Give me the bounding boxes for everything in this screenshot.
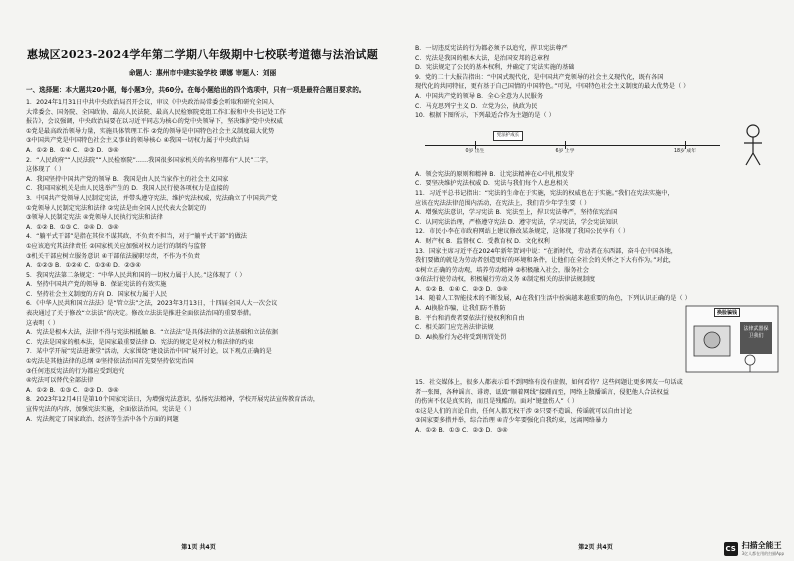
text-line: A．①② B．①③ C．②③ D．③④ [26,386,119,394]
text-line: 12．市民小李在市政府网站上建议修改某条规定，这体现了我国公民享有（ ） [415,228,630,236]
timeline-tick [685,141,686,149]
timeline-label: 18岁 成年 [673,148,697,154]
exam-title: 惠城区2023-2024学年第二学期八年级期中七校联考道德与法治试题 [27,48,378,61]
text-line: C．宪法是我国的根本大法，是治国安邦的总章程 [415,54,550,62]
question-14-block [415,304,780,374]
text-line: C．认同宪法治理，严格遵守宪法 D．遵守宪法，学习宪法，学会宪法知识 [415,218,618,226]
text-line: 3．中国共产党领导人民制定宪法，并带头遵守宪法、维护宪法权威，宪法确立了中国共产党 [26,194,278,202]
text-line: A．①② B．①③ C．②④ D．③④ [26,223,119,231]
text-line: A．①② B．①③ C．②③ D．③④ [415,427,508,435]
text-line: C．要坚决维护宪法权威 D．宪法与我们每个人息息相关 [415,180,569,188]
cartoon-board-text: 法律武器保卫我们 [743,326,769,340]
text-line: C．相关部门应完善法律法规 [415,324,494,332]
text-line: 我们要做的就是为劳动者创造更好的环境和条件，让他们在全社会的关怀之下大有作为。”对此， [415,257,675,265]
right-page [397,0,794,561]
text-line: A．AI换脸诈骗，让我们防不胜防 [415,305,506,313]
text-line: C．马克思列宁主义 D．立党为公，执政为民 [415,102,538,110]
text-line: ③任何违反宪法的行为都应受到追究 [26,367,125,375]
text-line: A．宪法规定了国家政治、经济等生活中各个方面的问题 [26,415,179,423]
text-line: 2．“人民政府”“人民法院”“人民检察院”……我国很多国家机关的名称里都有“人民”二字， [26,156,273,164]
text-line: ③机关干部应树立服务意识 ④干部依法履职尽责，不作为不负责 [26,252,200,260]
text-line: 这表明（ ） [26,319,59,327]
text-line: ①党是最高政治领导力量，实施具体管理工作 ②党的领导是中国特色社会主义制度最大优势 [26,127,275,135]
text-line: 4．“躺平式干部”是指在其位不谋其政、不负责不担当，对于“躺平式干部”的做法 [26,233,247,241]
text-line: A．①②③ B．①②④ C．①③④ D．②③④ [26,262,141,270]
text-line: C．宪法是国家的根本法，是国家最重要法律 D．宪法的规定是对权力和法律的约束 [26,338,254,346]
text-line: 1．2024年1月31日中共中央政治局召开会议，审议《中央政治局常委会听取和研究全国人 [26,99,275,106]
text-line: ③依法行使劳动权，积极履行劳动义务 ④制定相关的法律法规制度 [415,276,596,284]
text-line: 应该在宪法法律范围内活动，在宪法上，我们青少年学生要（ ） [415,199,591,207]
text-line: A．我国坚持中国共产党的领导 B．我国是由人民当家作主的社会主义国家 [26,175,229,183]
text-line: ①党领导人民制定宪法和法律 ②宪法是由全国人民代表大会制定的 [26,204,207,212]
text-line: 7．某中学开展“宪法进课堂”活动，大家围绕“建设法治中国”展开讨论，以下观点正确的是 [26,348,272,356]
text-line: 的伤害不仅是真实的，而且是残酷的。面对“键盘伤人”（ ） [415,398,579,406]
timeline-tick [475,141,476,149]
question-block-right-mid [415,170,780,304]
text-line: D．宪法规定了公民的基本权利，并确定了宪法实施的基础 [415,64,575,72]
text-line: B．平台和消费者要依法行使权利和自由 [415,314,525,322]
text-line: 11．习近平总书记指出：“宪法的生命在于实施，宪法的权威也在于实施。”我们在宪法实施中， [415,189,674,197]
text-line: 13．国家主席习近平在2024年新年贺词中说：“在新时代，劳动者在东西部，奋斗在中国各地， [415,247,677,255]
text-line: A．①② B．①④ C．②③ D．③④ [26,146,119,154]
question-block-right-bottom [415,378,780,436]
timeline-diagram [415,123,780,167]
text-line: 者一张图，各种谣言、诽谤、诋毁“顺着网线”接踵而至，网络上散播谣言，侵犯他人合法权益 [415,388,669,396]
scanner-tagline: 3亿人都在用的扫描App [741,551,784,556]
text-line: A．宪法是根本大法，法律不得与宪法相抵触 B．“立法法”是具体法律的立法基础和立法依据 [26,329,278,337]
text-line: A．坚持中国共产党的领导 B．保证宪法的有效实施 [26,281,167,289]
text-line: ③中国共产党是中国特色社会主义事业的领导核心 ④我国一切权力属于中央政治局 [26,137,250,145]
text-line: ①这是人们的言论自由，任何人都无权干涉 ②只要不造谣、传谣就可以自由讨论 [415,407,633,415]
text-line: ①树立正确的劳动观，培养劳动精神 ②积极融入社会，服务社会 [415,266,589,274]
ai-faceswap-cartoon [684,304,780,374]
scanner-name: 扫描全能王 [741,541,782,550]
cartoon-tag: 换脸骗钱 [714,308,740,317]
text-line: A．财产权 B．监督权 C．受教育权 D．文化权利 [415,237,550,245]
section-heading: 一、选择题：本大题共20小题，每小题3分，共60分。在每小题给出的四个选项中，只有一项是最符合题目要求的。 [26,86,366,94]
text-line: 这体现了（ ） [26,166,66,174]
text-line: C．坚持社会主义制度的方向 D．国家权力属于人民 [26,290,167,298]
text-line: 现代化的共同特征，更有基于自己国情的中国特色。”可见，中国特色社会主义制度的最大优势是（ ） [415,83,690,91]
text-line: D．AI换脸行为必将受到刑罚处罚 [415,333,507,341]
text-line: ①应该追究其法律责任 ②国家机关应加强对权力运行的制约与监督 [26,242,207,250]
text-line: 报告》，会议强调，中央政治局要在以习近平同志为核心的党中央领导下，坚决维护党中央权威 [26,118,283,126]
exam-authors: 命题人：惠州市中建实验学校 谭娜 审题人：刘丽 [128,69,277,77]
text-line: 9．党的二十大报告指出：“中国式现代化，是中国共产党领导的社会主义现代化，既有各国 [415,73,664,81]
question-block-left [26,98,379,424]
timeline-label: 6岁 上学 [555,148,575,154]
text-line: ③国家要多措并举，综合治理 ④青少年要强化自我约束，远离网络暴力 [415,417,608,425]
page-footer-right: 第2页 共4页 [578,544,613,551]
scanner-watermark [724,540,784,557]
text-line: A．中国共产党的领导 B．全心全意为人民服务 [415,92,544,100]
text-line: ①宪法是其他法律的总纲 ②坚持依法治国首先要坚持依宪治国 [26,358,194,366]
text-line: 大常委会、国务院、全国政协、最高人民法院、最高人民检察院党组工作汇报和中央书记处工作 [26,108,286,116]
text-line: 5．我国宪法第二条规定：“中华人民共和国的一切权力属于人民。”这体现了（ ） [26,271,246,279]
text-line: A．①② B．①④ C．②③ D．③④ [415,285,508,293]
person-illustration [736,123,770,167]
text-line: A．增强宪法意识，学习宪法 B．宪法至上，捍卫宪法尊严，坚持依宪治国 [415,209,618,217]
timeline-tick [565,141,566,149]
scanner-logo-icon: CS [724,542,738,556]
text-line: 15．社交媒体上，很多人都表示看不到网络有没有虚假，如何看待？这些问题让更多网友一句话或 [415,379,683,387]
text-line: 宣传宪法的内容，加强宪法实施，全面依法治国。宪法是（ ） [26,406,196,413]
timeline-label: 0岁 出生 [465,148,485,154]
timeline-line [425,145,720,147]
question-block-right-top [415,44,780,121]
text-line: 8．2023年12月4日是第10个国家宪法日，为增强宪法意识，弘扬宪法精神，学校开展宪法宣传教育活动， [26,396,320,404]
text-line: B．一切违反宪法的行为都必须予以追究，捍卫宪法尊严 [415,45,568,52]
text-line: A．领会宪法的原则和精神 B．让宪法精神在心中扎根发芽 [415,170,574,178]
text-line: ③领导人民制定宪法 ④党领导人民执行宪法和法律 [26,214,163,222]
text-line: ④宪法可以替代全部法律 [26,377,94,385]
text-line: 10．根据下图所示，下列最适合作为主题的是（ ） [415,112,555,120]
text-line: 6．《中华人民共和国立法法》是“管立法”之法，2023年3月13日，十四届全国人大一次会议 [26,300,278,308]
text-line: 14．随着人工智能技术的不断发展，AI在我们生活中扮演越来越重要的角色，下列认识正确的是（ ） [415,295,691,303]
text-line: C．我国国家机关是由人民选举产生的 D．我国人民行使各项权力是直接的 [26,185,229,193]
timeline-banner: 宪法护成长 [493,131,523,141]
page-footer-left: 第1页 共4页 [181,544,216,551]
text-line: 表决通过了关于修改“立法法”的决定。修改立法法是推进全面依法治国的重要举措。 [26,310,256,318]
